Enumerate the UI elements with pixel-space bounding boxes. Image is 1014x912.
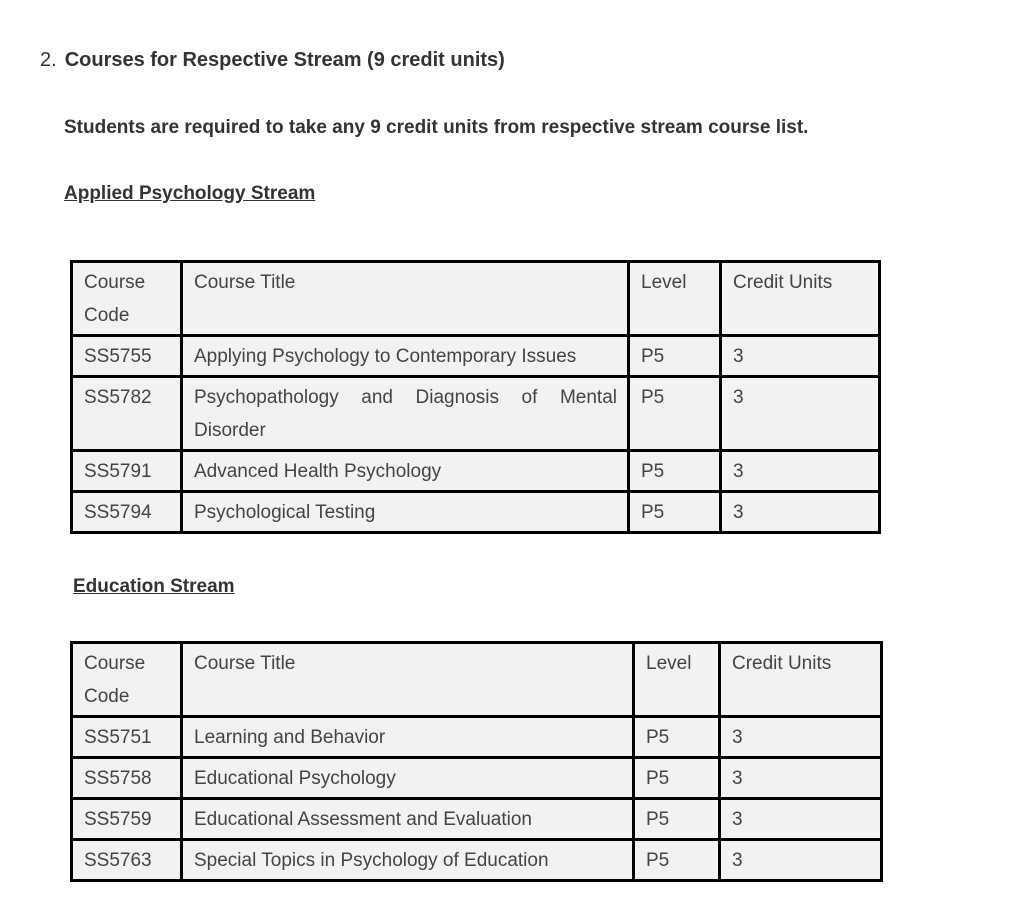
- course-credits: 3: [721, 492, 880, 533]
- course-level: P5: [634, 758, 720, 799]
- section-heading: [40, 47, 505, 73]
- table-header-row: [72, 262, 880, 336]
- course-credits: 3: [720, 799, 882, 840]
- table-row: [72, 840, 882, 881]
- header-level: Level: [634, 643, 720, 717]
- section-number: 2.: [40, 49, 57, 71]
- course-title: Educational Psychology: [182, 758, 634, 799]
- course-title: Learning and Behavior: [182, 717, 634, 758]
- header-credit-units: Credit Units: [721, 262, 880, 336]
- course-title: Special Topics in Psychology of Education: [182, 840, 634, 881]
- table-row: [72, 336, 880, 377]
- course-code: SS5755: [72, 336, 182, 377]
- course-credits: 3: [720, 758, 882, 799]
- course-level: P5: [629, 377, 721, 451]
- course-level: P5: [634, 799, 720, 840]
- course-code: SS5759: [72, 799, 182, 840]
- course-code: SS5794: [72, 492, 182, 533]
- header-course-code: Course Code: [72, 262, 182, 336]
- header-level: Level: [629, 262, 721, 336]
- header-course-title: Course Title: [182, 643, 634, 717]
- table-row: [72, 492, 880, 533]
- course-code: SS5758: [72, 758, 182, 799]
- course-code: SS5791: [72, 451, 182, 492]
- course-code: SS5782: [72, 377, 182, 451]
- table-row: [72, 377, 880, 451]
- course-title: Psychopathology and Diagnosis of Mental Disorder: [182, 377, 629, 451]
- applied-psychology-course-table: [70, 260, 881, 534]
- header-course-code: Course Code: [72, 643, 182, 717]
- course-credits: 3: [720, 840, 882, 881]
- header-credit-units: Credit Units: [720, 643, 882, 717]
- course-title: Advanced Health Psychology: [182, 451, 629, 492]
- course-credits: 3: [721, 336, 880, 377]
- course-title: Educational Assessment and Evaluation: [182, 799, 634, 840]
- course-code: SS5763: [72, 840, 182, 881]
- course-level: P5: [629, 336, 721, 377]
- course-level: P5: [634, 717, 720, 758]
- section-title: Courses for Respective Stream (9 credit units): [64, 49, 505, 71]
- table-row: [72, 758, 882, 799]
- course-credits: 3: [721, 451, 880, 492]
- instruction-text: Students are required to take any 9 credit units from respective stream course list.: [64, 117, 809, 138]
- course-credits: 3: [721, 377, 880, 451]
- course-code: SS5751: [72, 717, 182, 758]
- applied-psychology-stream-title: Applied Psychology Stream: [64, 183, 316, 204]
- course-title: Applying Psychology to Contemporary Issues: [182, 336, 629, 377]
- education-stream-title: Education Stream: [73, 576, 235, 597]
- table-row: [72, 717, 882, 758]
- table-row: [72, 451, 880, 492]
- education-course-table: [70, 641, 883, 882]
- course-level: P5: [629, 492, 721, 533]
- table-row: [72, 799, 882, 840]
- course-title: Psychological Testing: [182, 492, 629, 533]
- header-course-title: Course Title: [182, 262, 629, 336]
- table-header-row: [72, 643, 882, 717]
- course-level: P5: [629, 451, 721, 492]
- course-level: P5: [634, 840, 720, 881]
- course-credits: 3: [720, 717, 882, 758]
